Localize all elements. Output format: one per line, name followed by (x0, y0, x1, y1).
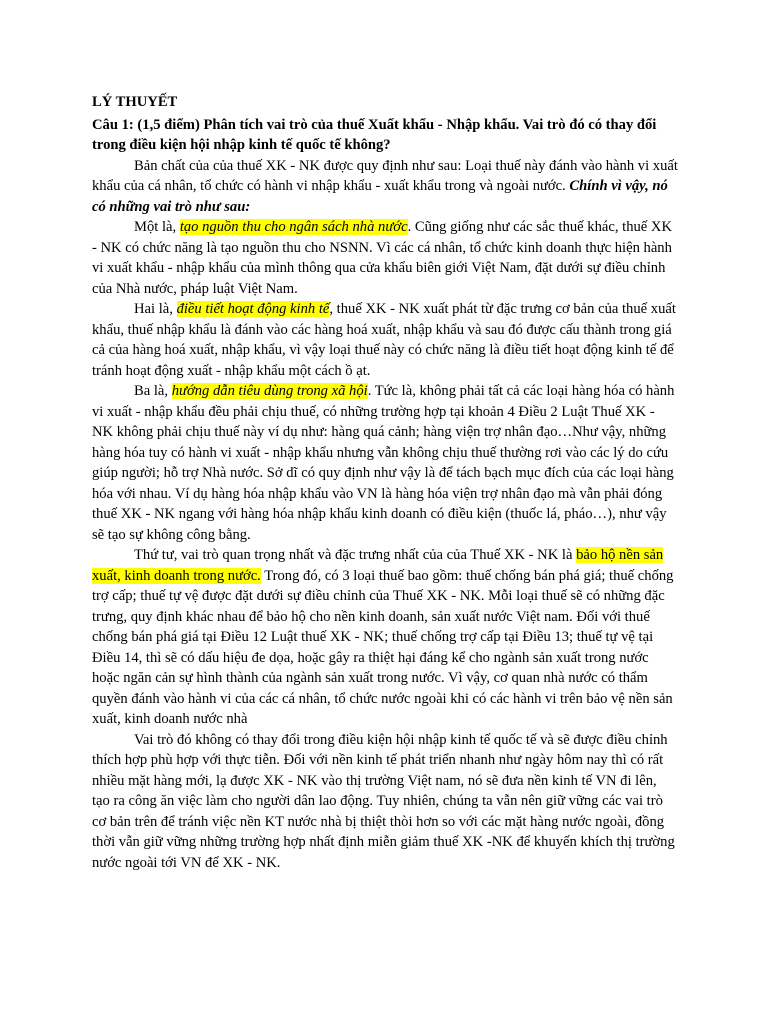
role-1-text: . Cũng giống như các sắc thuế khác, thuế XK - NK có chức năng là tạo nguồn thu cho NSNN. Vì các cá nhân, tổ chức kinh doanh thực hiện hành vi xuất khẩu - nhập khẩu của mình thông qua cửa khẩu biên giới Việt Nam, đặt dưới sự điều chỉnh của Nhà nước, pháp luật Việt Nam. (92, 219, 673, 297)
question-title: Câu 1: (1,5 điểm) Phân tích vai trò của thuế Xuất khẩu - Nhập khẩu. Vai trò đó có thay đổi trong điều kiện hội nhập kinh tế quốc tế không? (92, 116, 657, 153)
paragraph-intro-text: Bản chất của của thuế XK - NK được quy định như sau: Loại thuế này đánh vào hành vi xuất khẩu của cá nhân, tổ chức có hành vi nhập khẩu - xuất khẩu trong và ngoài nước. (92, 157, 678, 194)
section-heading: LÝ THUYẾT (92, 94, 178, 110)
paragraph-intro-emphasis: Chính vì vậy, nó có những vai trò như sau: (92, 178, 668, 215)
paragraph-conclusion: Vai trò đó không có thay đổi trong điều kiện hội nhập kinh tế quốc tế và sẽ được điều chỉnh thích hợp phù hợp với thực tiễn. Đối với nền kinh tế phát triển nhanh như ngày hôm nay thì có rất nhiều mặt hàng mới, lạ được XK - NK vào thị trường Việt nam, nó sẽ đưa nền kinh tế VN đi lên, tạo ra công ăn việc làm cho người dân lao động. Tuy nhiên, chúng ta vẫn nên giữ vững các vai trò cơ bản trên để tránh việc nền KT nước nhà bị thiệt thòi hơn so với các mặt hàng nước ngoài, đồng thời vẫn giữ vững những trường hợp nhất định miễn giảm thuế XK -NK để khuyến khích thị trường nước ngoài tới VN để XK - NK. (92, 731, 675, 871)
paragraph-role-3 (92, 381, 678, 545)
role-3-lead: Ba là, (134, 383, 172, 399)
role-2-text: , thuế XK - NK xuất phát từ đặc trưng cơ bản của thuế xuất khẩu, thuế nhập khẩu là đánh vào các hàng hoá xuất, nhập khẩu và sau đó được cấu thành trong giá cả của hàng hoá xuất, nhập khẩu, vì vậy loại thuế này có chức năng là điều tiết hoạt động kinh tế để tránh hoạt động xuất - nhập khẩu một cách ồ ạt. (92, 301, 676, 379)
role-1-highlight: tạo nguồn thu cho ngân sách nhà nước (179, 219, 408, 235)
role-1-lead: Một là, (134, 219, 180, 235)
role-3-highlight: hướng dẫn tiêu dùng trong xã hội (171, 383, 368, 399)
role-2-lead: Hai là, (134, 301, 177, 317)
document-page (92, 92, 678, 873)
paragraph-role-1 (92, 217, 678, 299)
paragraph-role-4 (92, 545, 678, 730)
paragraph-intro (92, 156, 678, 218)
paragraph-role-2 (92, 299, 678, 381)
role-4-highlight: bảo hộ nền sản xuất, kinh doanh trong nước. (92, 547, 664, 584)
role-3-text: . Tức là, không phải tất cả các loại hàng hóa có hành vi xuất - nhập khẩu đều phải chịu thuế, có những trường hợp tại khoản 4 Điều 2 Luật Thuế XK - NK không phải chịu thuế này ví dụ như: hàng quá cảnh; hàng viện trợ nhân đạo…Như vậy, những hàng hóa tuy có hành vi xuất - nhập khẩu nhưng vẫn không chịu thuế thường rơi vào các lý do cứu giúp người; hỗ trợ Nhà nước. Sở dĩ có quy định như vậy là để tách bạch mục đích của các loại hàng hóa với nhau. Ví dụ hàng hóa nhập khẩu vào VN là hàng hóa viện trợ nhân đạo mà vẫn phải đóng thuế XK - NK ngang với hàng hóa nhập khẩu kinh doanh có điều kiện (thuốc lá, pháo…), như vậy sẽ tạo sự không công bằng. (92, 383, 675, 543)
role-2-highlight: điều tiết hoạt động kinh tế (176, 301, 330, 317)
role-4-text: Trong đó, có 3 loại thuế bao gồm: thuế chống bán phá giá; thuế chống trợ cấp; thuế tự vệ được đặt dưới sự điều chỉnh của Thuế XK - NK. Mỗi loại thuế sẽ có những đặc trưng, quy định khác nhau để bảo hộ cho nền kinh doanh, sản xuất nước Việt nam. Đối với thuế chống bán phá giá tại Điều 12 Luật thuế XK - NK; thuế chống trợ cấp tại Điều 13; thuế tự vệ tại Điều 14, thì sẽ có dấu hiệu đe dọa, hoặc gây ra thiệt hại đáng kể cho ngành sản xuất trong nước hoặc ngăn cản sự hình thành của ngành sản xuất trong nước. Vì vậy, cơ quan nhà nước có thẩm quyền đánh vào hành vi của các cá nhân, tổ chức nước ngoài khi có các hành vi trên bảo vệ nền sản xuất, kinh doanh nước nhà (92, 567, 674, 727)
role-4-lead: Thứ tư, vai trò quan trọng nhất và đặc trưng nhất của của Thuế XK - NK là (134, 547, 577, 563)
